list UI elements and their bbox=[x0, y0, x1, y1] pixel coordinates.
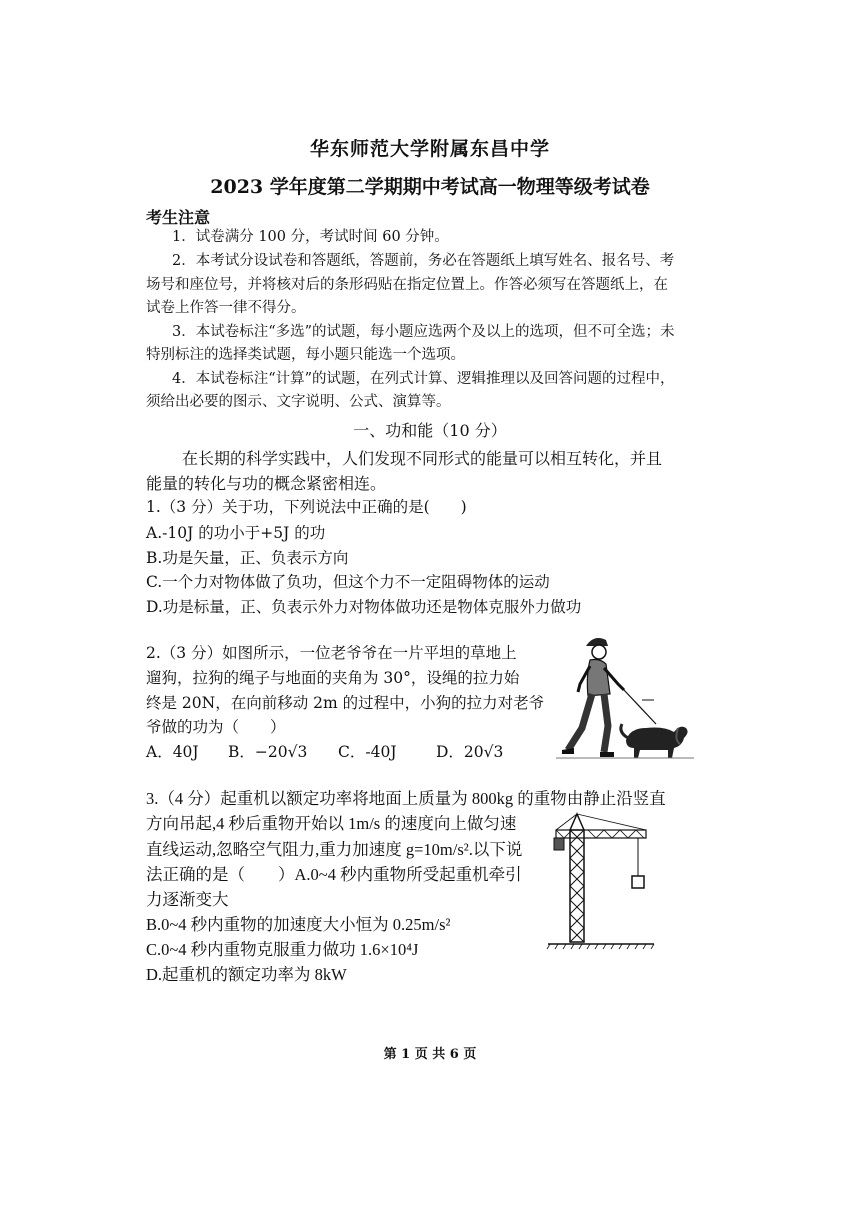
notice-line: 1．试卷满分 100 分，考试时间 60 分钟。 bbox=[172, 229, 449, 245]
page-footer: 第 1 页 共 6 页 bbox=[383, 1047, 477, 1062]
notice-line: 试卷上作答一律不得分。 bbox=[146, 300, 306, 316]
q2-stem-line: 2.（3 分）如图所示，一位老爷爷在一片平坦的草地上 bbox=[146, 644, 517, 662]
notice-line: 场号和座位号，并将核对后的条形码贴在指定位置上。作答必须写在答题纸上，在 bbox=[146, 277, 668, 293]
notice-line: 须给出必要的图示、文字说明、公式、演算等。 bbox=[146, 394, 451, 410]
q3-option-d: D.起重机的额定功率为 8kW bbox=[146, 965, 347, 984]
notice-heading: 考生注意 bbox=[146, 208, 211, 227]
exam-title: 2023 学年度第二学期期中考试高一物理等级考试卷 bbox=[210, 176, 650, 198]
q2-stem-line: 终是 20N，在向前移动 2m 的过程中，小狗的拉力对老爷 bbox=[146, 694, 545, 712]
q3-option-b: B.0~4 秒内重物的加速度大小恒为 0.25m/s² bbox=[146, 915, 451, 934]
notice-line: 3．本试卷标注“多选”的试题，每小题应选两个及以上的选项，但不可全选；未 bbox=[172, 324, 675, 340]
tower-crane-figure bbox=[546, 812, 656, 950]
section-title: 一、功和能（10 分） bbox=[353, 421, 507, 440]
q3-option-c: C.0~4 秒内重物克服重力做功 1.6×10⁴J bbox=[146, 940, 419, 959]
q2-stem-line: 遛狗，拉狗的绳子与地面的夹角为 30°，设绳的拉力始 bbox=[146, 669, 520, 687]
notice-line: 特别标注的选择类试题，每小题只能选一个选项。 bbox=[146, 347, 465, 363]
q2-option-c: C．-40J bbox=[338, 743, 397, 761]
q1-option-b: B.功是矢量，正、负表示方向 bbox=[146, 549, 349, 567]
section-intro: 在长期的科学实践中，人们发现不同形式的能量可以相互转化，并且 bbox=[182, 449, 663, 468]
q2-stem-line: 爷做的功为（ ） bbox=[146, 718, 286, 736]
q3-stem-line: 力逐渐变大 bbox=[146, 890, 229, 909]
old-man-walking-dog-figure bbox=[556, 632, 694, 762]
q3-stem-line: 法正确的是（ ）A.0~4 秒内重物所受起重机牵引 bbox=[146, 865, 522, 884]
q2-option-b: B．−20√3 bbox=[228, 743, 308, 761]
q3-stem-line: 3.（4 分）起重机以额定功率将地面上质量为 800kg 的重物由静止沿竖直 bbox=[146, 789, 666, 808]
notice-line: 4．本试卷标注“计算”的试题，在列式计算、逻辑推理以及回答问题的过程中， bbox=[172, 371, 675, 387]
q1-option-c: C.一个力对物体做了负功，但这个力不一定阻碍物体的运动 bbox=[146, 573, 550, 591]
school-title: 华东师范大学附属东昌中学 bbox=[309, 138, 550, 160]
section-intro: 能量的转化与功的概念紧密相连。 bbox=[146, 474, 387, 493]
notice-line: 2．本考试分设试卷和答题纸，答题前，务必在答题纸上填写姓名、报名号、考 bbox=[172, 253, 675, 269]
q1-stem: 1.（3 分）关于功，下列说法中正确的是( ) bbox=[146, 498, 467, 516]
q1-option-d: D.功是标量，正、负表示外力对物体做功还是物体克服外力做功 bbox=[146, 598, 582, 616]
q1-option-a: A.-10J 的功小于+5J 的功 bbox=[146, 524, 326, 542]
q3-stem-line: 直线运动,忽略空气阻力,重力加速度 g=10m/s².以下说 bbox=[146, 840, 523, 859]
q2-option-a: A．40J bbox=[146, 743, 199, 761]
q3-stem-line: 方向吊起,4 秒后重物开始以 1m/s 的速度向上做匀速 bbox=[146, 814, 517, 833]
q2-option-d: D．20√3 bbox=[436, 743, 504, 761]
